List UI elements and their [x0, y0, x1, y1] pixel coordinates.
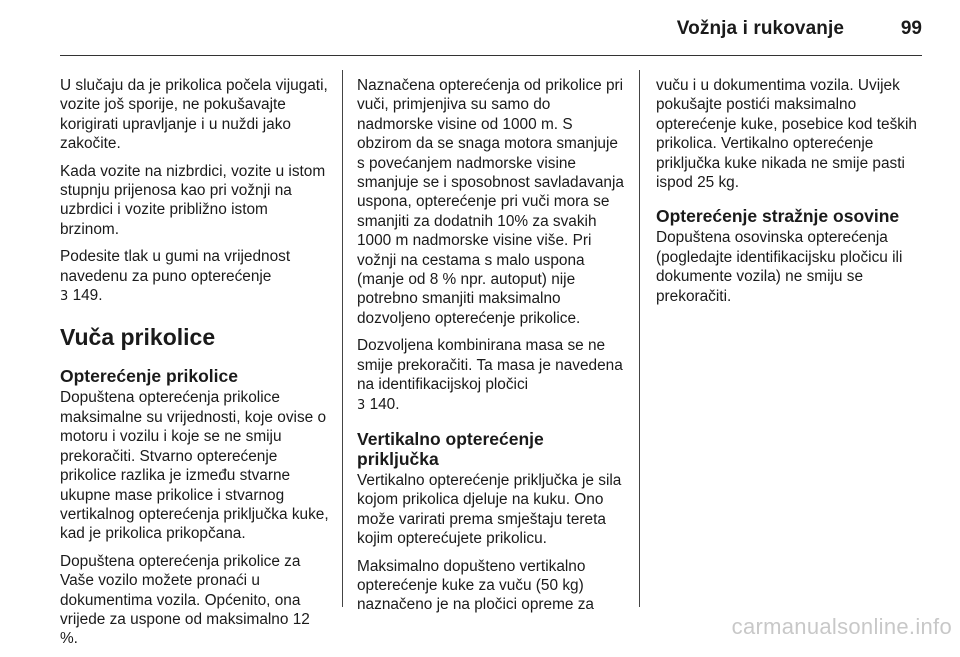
paragraph: Vertikalno opterećenje priključka je sila kojom prikolica djeluje na kuku. Ono može varirati prema smještaju tereta kojim opterećujete prikolicu. — [357, 471, 622, 548]
page-reference-link[interactable]: 140. — [369, 395, 400, 413]
column-divider-1 — [342, 70, 343, 607]
header-rule — [60, 55, 922, 56]
paragraph — [60, 247, 330, 306]
paragraph — [357, 336, 627, 415]
subheading: Vertikalno opterećenje priključka — [357, 428, 544, 469]
watermark: carmanualsonline.info — [731, 614, 952, 639]
column-1 — [60, 76, 330, 657]
section-heading: Vuča prikolice — [60, 324, 216, 351]
paragraph: U slučaju da je prikolica počela vijugati, vozite još sporije, ne pokušavajte korigirati upravljanje i u nuždi jako zakočite. — [60, 77, 328, 153]
page-number: 99 — [900, 18, 922, 39]
paragraph: Maksimalno dopušteno vertikalno opterećenje kuke za vuču (50 kg) naznačeno je na pločici opreme za — [357, 557, 594, 614]
paragraph: vuču i u dokumentima vozila. Uvijek pokušajte postići maksimalno opterećenje kuke, posebice kod teških prikolica. Vertikalno opterećenje priključka kuke nikada ne smije pasti ispod 25 kg. — [656, 77, 917, 192]
page-reference-icon: 3 — [357, 397, 366, 413]
page-reference-icon: 3 — [60, 289, 69, 305]
column-divider-2 — [639, 70, 640, 607]
paragraph: Dopuštena opterećenja prikolice za Vaše vozilo možete pronaći u dokumentima vozila. Općenito, ona vrijede za uspone od maksimalno 12 %. — [60, 552, 310, 648]
paragraph-text: Podesite tlak u gumi na vrijednost navedenu za puno opterećenje — [60, 248, 291, 285]
running-title: Vožnja i rukovanje — [676, 18, 844, 39]
paragraph: Dopuštena opterećenja prikolice maksimalne su vrijednosti, koje ovise o motoru i vozilu i koje se ne smiju prekoračiti. Stvarno opterećenje prikolice razlika je između stvarne ukupne mase prikolice i stvarnog vertikalnog opterećenja priključka kuke, kad je prikolica prikopčana. — [60, 389, 329, 543]
column-3 — [656, 76, 928, 314]
subheading: Opterećenje stražnje osovine — [656, 206, 900, 227]
paragraph: Dopuštena osovinska opterećenja (pogledajte identifikacijsku pločicu ili dokumente vozila) ne smiju se prekoračiti. — [656, 229, 903, 305]
subheading: Opterećenje prikolice — [60, 366, 238, 387]
page-header — [0, 0, 960, 62]
column-2 — [357, 76, 627, 623]
paragraph: Naznačena opterećenja od prikolice pri vuči, primjenjiva su samo do nadmorske visine od 1000 m. S obzirom da se snaga motora smanjuje s povećanjem nadmorske visine smanjuje se i sposobnost savladavanja uspona, opterećenje pri vuči mora se smanjiti za dodatnih 10% za svakih 1000 m nadmorske visine više. Pri vožnji na cestama s malo uspona (manje od 8 % npr. autoput) nije potrebno smanjiti maksimalno dozvoljeno opterećenje prikolice. — [357, 77, 624, 327]
paragraph-text: Dozvoljena kombinirana masa se ne smije prekoračiti. Ta masa je navedena na identifikacijskoj pločici — [357, 337, 623, 394]
page-reference-link[interactable]: 149. — [72, 287, 103, 305]
paragraph: Kada vozite na nizbrdici, vozite u istom stupnju prijenosa kao pri vožnji na uzbrdici i vozite približno istom brzinom. — [60, 162, 326, 238]
